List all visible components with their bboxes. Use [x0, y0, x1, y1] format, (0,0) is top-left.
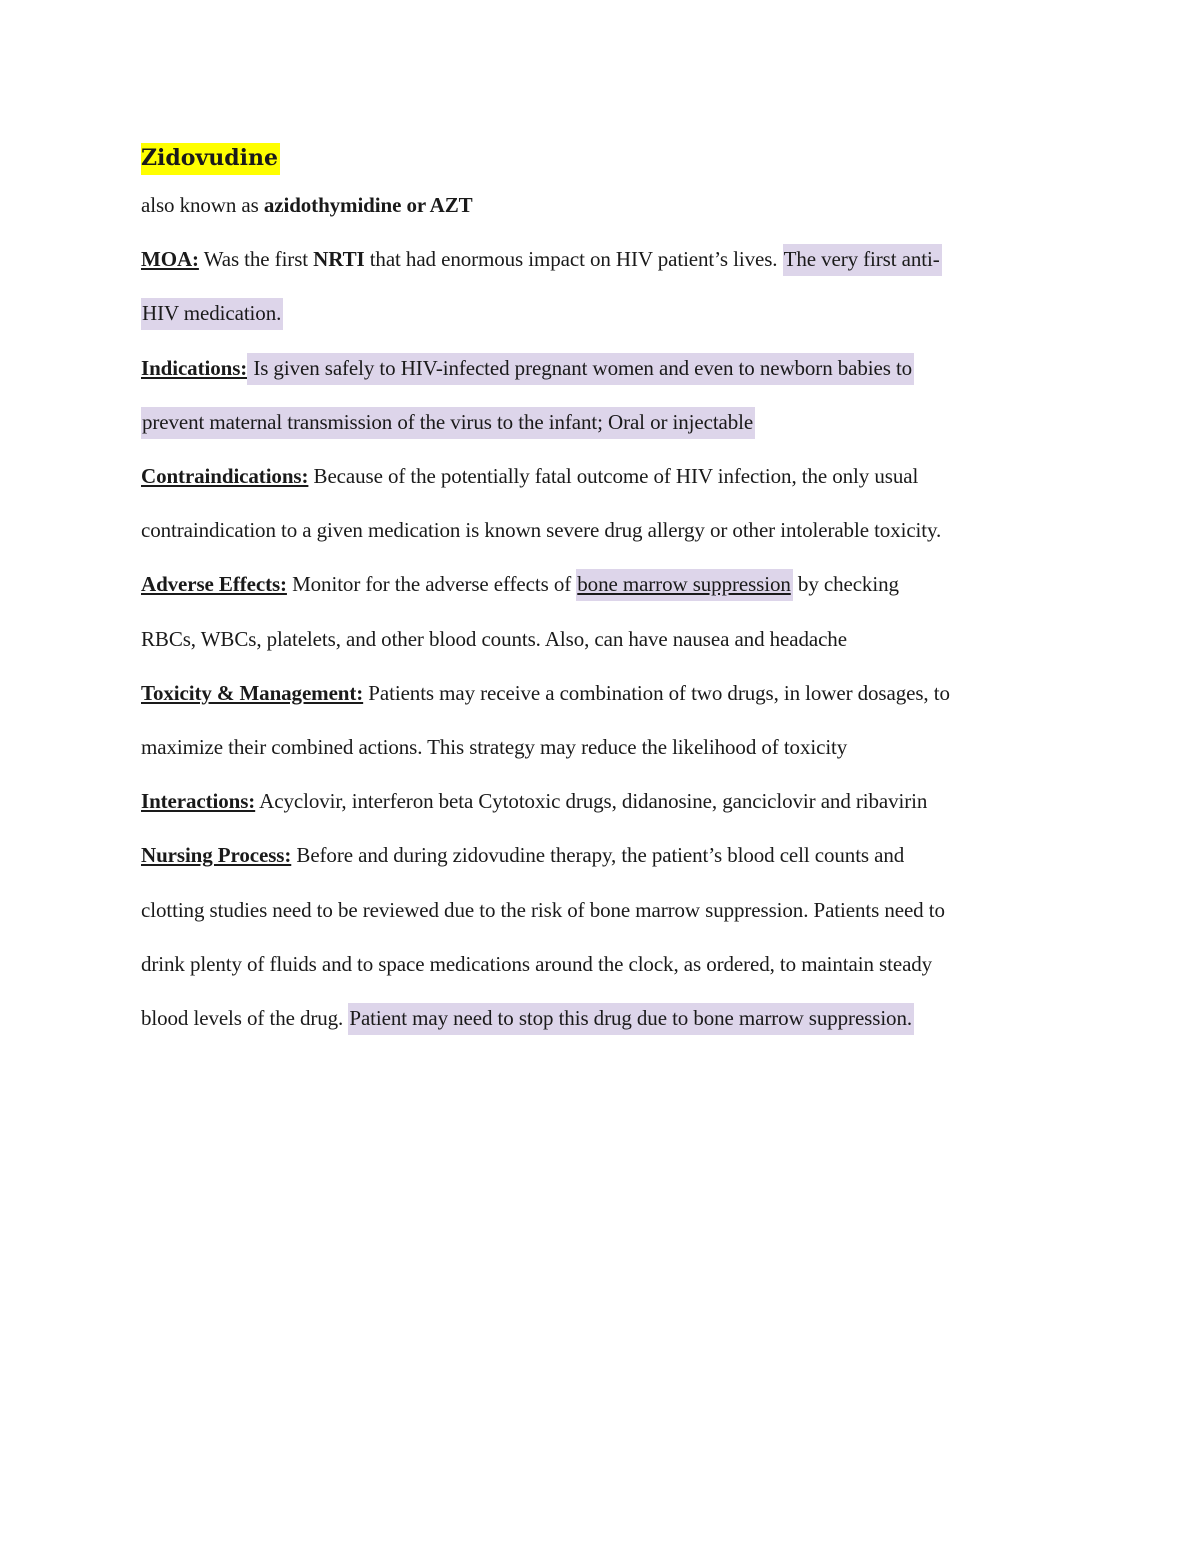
interactions-text: Acyclovir, interferon beta Cytotoxic drugs, didanosine, ganciclovir and ribavirin	[255, 789, 928, 814]
nursing-label: Nursing Process:	[141, 843, 292, 868]
adverse-effects-line-2: RBCs, WBCs, platelets, and other blood counts. Also, can have nausea and headache	[141, 626, 847, 651]
adverse-effects-line-1	[141, 557, 1071, 611]
nursing-line-1	[141, 828, 1071, 882]
toxicity-line-2: maximize their combined actions. This strategy may reduce the likelihood of toxicity	[141, 735, 848, 760]
adverse-effects-text-b: by checking	[792, 572, 899, 597]
contraindications-line-2: contraindication to a given medication is known severe drug allergy or other intolerable toxicity.	[141, 518, 942, 543]
toxicity-label: Toxicity & Management:	[141, 680, 364, 705]
nursing-text-4: blood levels of the drug.	[141, 1006, 349, 1031]
aka-line	[141, 178, 1071, 232]
indications-label: Indications:	[141, 355, 248, 380]
moa-label: MOA:	[141, 247, 199, 272]
aka-names: azidothymidine or AZT	[263, 193, 473, 217]
adverse-effects-text-a: Monitor for the adverse effects of	[286, 572, 577, 597]
document-page	[141, 138, 1071, 1045]
indications-line-1	[141, 341, 1071, 395]
document-title	[141, 138, 1071, 178]
nursing-text-1: Before and during zidovudine therapy, the patient’s blood cell counts and	[291, 843, 905, 868]
contraindications-line-1	[141, 449, 1071, 503]
moa-highlight-1: The very first anti-	[783, 244, 942, 276]
indications-highlight-2: prevent maternal transmission of the virus to the infant; Oral or injectable	[141, 407, 755, 439]
interactions-label: Interactions:	[141, 789, 256, 814]
moa-text-a: Was the first	[198, 247, 314, 272]
title-highlight: Zidovudine	[141, 143, 280, 175]
adverse-effects-highlight: bone marrow suppression	[576, 569, 793, 601]
toxicity-text-1: Patients may receive a combination of two drugs, in lower dosages, to	[363, 680, 950, 705]
interactions-line	[141, 774, 1071, 828]
contraindications-label: Contraindications:	[141, 464, 309, 489]
indications-highlight-1: Is given safely to HIV-infected pregnant women and even to newborn babies to	[247, 353, 914, 385]
moa-line-1	[141, 232, 1071, 286]
nursing-line-4	[141, 991, 1071, 1045]
indications-line-2	[141, 395, 1071, 449]
moa-line-2	[141, 286, 1071, 340]
contraindications-text-1: Because of the potentially fatal outcome of HIV infection, the only usual	[308, 464, 919, 489]
aka-prefix: also known as	[141, 193, 264, 217]
nursing-highlight: Patient may need to stop this drug due to bone marrow suppression.	[348, 1003, 914, 1035]
toxicity-line-1	[141, 666, 1071, 720]
moa-text-b: that had enormous impact on HIV patient’s lives.	[364, 247, 783, 272]
nursing-line-3: drink plenty of fluids and to space medications around the clock, as ordered, to maintain steady	[141, 951, 933, 976]
moa-nrti: NRTI	[313, 247, 365, 272]
moa-highlight-2: HIV medication.	[141, 298, 283, 330]
nursing-line-2: clotting studies need to be reviewed due to the risk of bone marrow suppression. Patients need to	[141, 897, 945, 922]
adverse-effects-label: Adverse Effects:	[141, 572, 287, 597]
